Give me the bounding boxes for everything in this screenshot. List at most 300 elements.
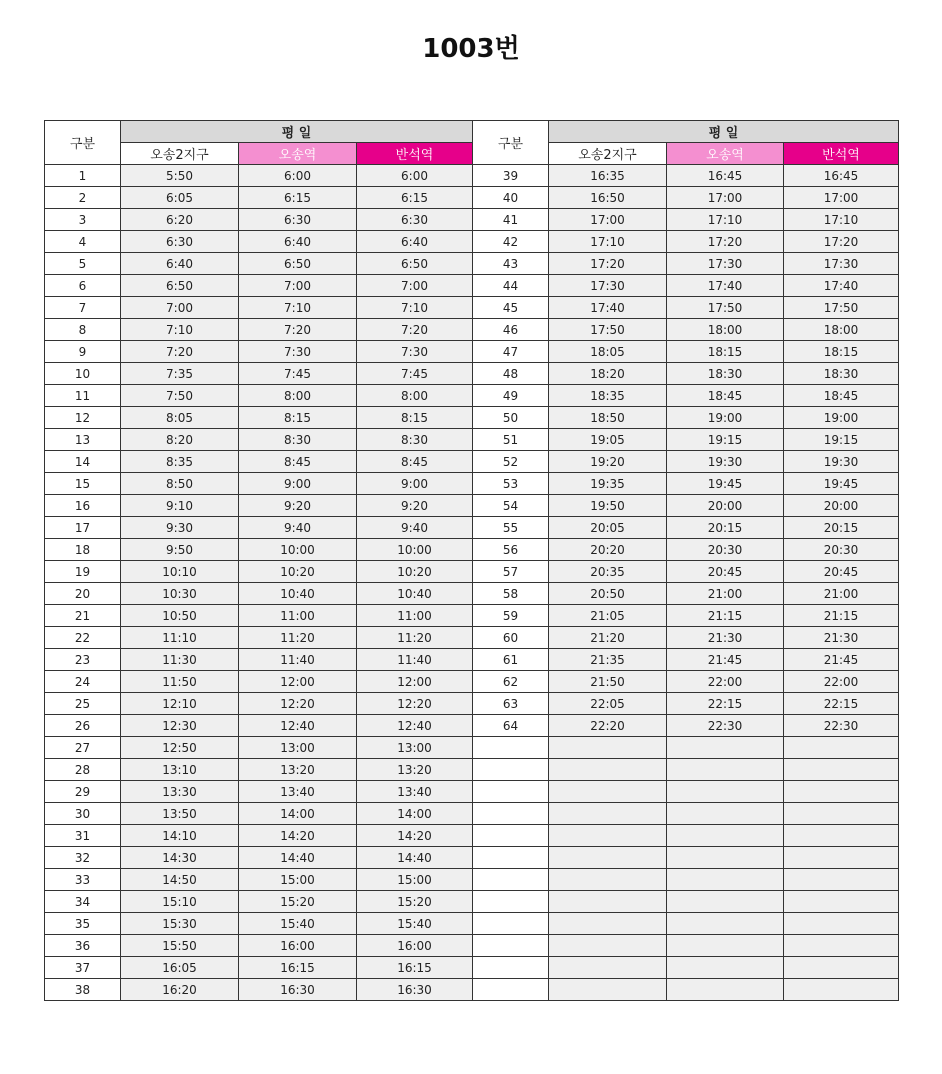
departure-time: 18:45 [784,385,899,407]
table-row [45,209,899,231]
departure-time: 8:30 [239,429,357,451]
empty-cell [667,913,784,935]
departure-time: 8:45 [357,451,473,473]
departure-time: 17:10 [667,209,784,231]
departure-time: 16:45 [784,165,899,187]
departure-time: 16:30 [357,979,473,1001]
departure-time: 9:40 [239,517,357,539]
departure-time: 21:30 [784,627,899,649]
trip-number: 58 [473,583,549,605]
trip-number: 2 [45,187,121,209]
trip-number: 7 [45,297,121,319]
table-row [45,913,899,935]
departure-time: 14:10 [121,825,239,847]
departure-time: 20:45 [784,561,899,583]
departure-time: 13:10 [121,759,239,781]
departure-time: 12:20 [239,693,357,715]
timetable-body [45,165,899,1001]
empty-cell [473,737,549,759]
departure-time: 9:50 [121,539,239,561]
departure-time: 13:30 [121,781,239,803]
trip-number: 14 [45,451,121,473]
trip-number: 27 [45,737,121,759]
trip-number: 23 [45,649,121,671]
departure-time: 8:30 [357,429,473,451]
departure-time: 20:15 [667,517,784,539]
departure-time: 16:50 [549,187,667,209]
departure-time: 13:00 [357,737,473,759]
table-row [45,561,899,583]
header-row-stops [45,143,899,165]
departure-time: 9:20 [239,495,357,517]
departure-time: 21:20 [549,627,667,649]
departure-time: 15:10 [121,891,239,913]
departure-time: 15:40 [239,913,357,935]
departure-time: 6:00 [357,165,473,187]
table-row [45,165,899,187]
departure-time: 16:00 [357,935,473,957]
table-row [45,275,899,297]
departure-time: 14:40 [239,847,357,869]
table-row [45,935,899,957]
departure-time: 19:45 [667,473,784,495]
departure-time: 6:50 [121,275,239,297]
departure-time: 11:30 [121,649,239,671]
empty-cell [667,825,784,847]
departure-time: 8:00 [239,385,357,407]
table-row [45,517,899,539]
departure-time: 18:30 [667,363,784,385]
departure-time: 22:15 [784,693,899,715]
empty-cell [784,935,899,957]
trip-number: 1 [45,165,121,187]
departure-time: 21:45 [667,649,784,671]
empty-cell [784,847,899,869]
departure-time: 17:40 [784,275,899,297]
departure-time: 7:00 [239,275,357,297]
trip-number: 49 [473,385,549,407]
trip-number: 43 [473,253,549,275]
departure-time: 22:15 [667,693,784,715]
left-gubun-header: 구분 [45,121,121,165]
trip-number: 11 [45,385,121,407]
trip-number: 54 [473,495,549,517]
table-row [45,781,899,803]
departure-time: 19:45 [784,473,899,495]
trip-number: 53 [473,473,549,495]
empty-cell [549,891,667,913]
departure-time: 8:20 [121,429,239,451]
right-stop-osong2jigu: 오송2지구 [549,143,667,165]
departure-time: 17:10 [784,209,899,231]
trip-number: 44 [473,275,549,297]
trip-number: 62 [473,671,549,693]
departure-time: 10:50 [121,605,239,627]
empty-cell [784,979,899,1001]
departure-time: 20:45 [667,561,784,583]
empty-cell [473,891,549,913]
empty-cell [549,935,667,957]
trip-number: 45 [473,297,549,319]
departure-time: 17:20 [667,231,784,253]
departure-time: 14:40 [357,847,473,869]
empty-cell [667,891,784,913]
departure-time: 18:05 [549,341,667,363]
table-row [45,847,899,869]
departure-time: 7:10 [357,297,473,319]
empty-cell [549,803,667,825]
departure-time: 16:35 [549,165,667,187]
departure-time: 19:15 [667,429,784,451]
empty-cell [473,759,549,781]
departure-time: 12:20 [357,693,473,715]
table-row [45,451,899,473]
trip-number: 46 [473,319,549,341]
left-weekday-header: 평 일 [121,121,473,143]
table-row [45,649,899,671]
departure-time: 18:35 [549,385,667,407]
departure-time: 8:45 [239,451,357,473]
departure-time: 6:20 [121,209,239,231]
departure-time: 17:40 [667,275,784,297]
departure-time: 22:00 [784,671,899,693]
departure-time: 10:30 [121,583,239,605]
departure-time: 21:30 [667,627,784,649]
departure-time: 7:45 [357,363,473,385]
departure-time: 18:45 [667,385,784,407]
table-row [45,759,899,781]
departure-time: 9:00 [239,473,357,495]
trip-number: 39 [473,165,549,187]
trip-number: 52 [473,451,549,473]
departure-time: 15:30 [121,913,239,935]
departure-time: 13:40 [239,781,357,803]
empty-cell [549,847,667,869]
departure-time: 6:30 [239,209,357,231]
trip-number: 64 [473,715,549,737]
trip-number: 50 [473,407,549,429]
trip-number: 12 [45,407,121,429]
departure-time: 15:50 [121,935,239,957]
table-row [45,869,899,891]
table-row [45,693,899,715]
departure-time: 17:00 [784,187,899,209]
trip-number: 28 [45,759,121,781]
empty-cell [549,869,667,891]
trip-number: 17 [45,517,121,539]
trip-number: 25 [45,693,121,715]
departure-time: 5:50 [121,165,239,187]
empty-cell [549,759,667,781]
departure-time: 22:30 [784,715,899,737]
departure-time: 16:05 [121,957,239,979]
table-row [45,957,899,979]
departure-time: 7:20 [121,341,239,363]
departure-time: 16:00 [239,935,357,957]
empty-cell [784,913,899,935]
trip-number: 48 [473,363,549,385]
departure-time: 13:20 [357,759,473,781]
departure-time: 16:20 [121,979,239,1001]
departure-time: 21:00 [784,583,899,605]
departure-time: 6:15 [239,187,357,209]
left-stop-osong2jigu: 오송2지구 [121,143,239,165]
trip-number: 5 [45,253,121,275]
departure-time: 19:30 [784,451,899,473]
trip-number: 32 [45,847,121,869]
departure-time: 19:50 [549,495,667,517]
departure-time: 16:30 [239,979,357,1001]
departure-time: 7:10 [239,297,357,319]
departure-time: 18:20 [549,363,667,385]
departure-time: 20:05 [549,517,667,539]
departure-time: 14:20 [239,825,357,847]
departure-time: 20:15 [784,517,899,539]
empty-cell [549,913,667,935]
departure-time: 17:50 [549,319,667,341]
departure-time: 13:20 [239,759,357,781]
table-row [45,495,899,517]
table-row [45,253,899,275]
departure-time: 7:30 [357,341,473,363]
departure-time: 9:00 [357,473,473,495]
departure-time: 8:50 [121,473,239,495]
departure-time: 18:15 [667,341,784,363]
departure-time: 6:50 [357,253,473,275]
departure-time: 20:30 [784,539,899,561]
empty-cell [784,891,899,913]
table-row [45,363,899,385]
departure-time: 11:20 [357,627,473,649]
departure-time: 9:10 [121,495,239,517]
right-stop-osong-station: 오송역 [667,143,784,165]
departure-time: 16:15 [239,957,357,979]
departure-time: 10:00 [239,539,357,561]
trip-number: 29 [45,781,121,803]
departure-time: 14:30 [121,847,239,869]
empty-cell [473,825,549,847]
departure-time: 12:00 [357,671,473,693]
departure-time: 17:20 [549,253,667,275]
departure-time: 9:40 [357,517,473,539]
departure-time: 20:30 [667,539,784,561]
departure-time: 11:40 [239,649,357,671]
departure-time: 20:50 [549,583,667,605]
empty-cell [667,869,784,891]
table-row [45,715,899,737]
trip-number: 51 [473,429,549,451]
trip-number: 56 [473,539,549,561]
departure-time: 7:30 [239,341,357,363]
departure-time: 7:45 [239,363,357,385]
trip-number: 36 [45,935,121,957]
departure-time: 22:00 [667,671,784,693]
departure-time: 6:50 [239,253,357,275]
trip-number: 35 [45,913,121,935]
departure-time: 9:20 [357,495,473,517]
empty-cell [667,737,784,759]
table-row [45,627,899,649]
trip-number: 31 [45,825,121,847]
table-row [45,979,899,1001]
trip-number: 6 [45,275,121,297]
empty-cell [473,869,549,891]
departure-time: 17:30 [549,275,667,297]
departure-time: 7:00 [121,297,239,319]
empty-cell [667,781,784,803]
departure-time: 17:40 [549,297,667,319]
trip-number: 16 [45,495,121,517]
trip-number: 13 [45,429,121,451]
departure-time: 8:35 [121,451,239,473]
departure-time: 8:05 [121,407,239,429]
empty-cell [667,957,784,979]
departure-time: 8:15 [357,407,473,429]
departure-time: 19:15 [784,429,899,451]
trip-number: 3 [45,209,121,231]
trip-number: 24 [45,671,121,693]
departure-time: 20:35 [549,561,667,583]
departure-time: 10:20 [239,561,357,583]
empty-cell [784,957,899,979]
trip-number: 19 [45,561,121,583]
trip-number: 8 [45,319,121,341]
departure-time: 17:50 [784,297,899,319]
departure-time: 7:10 [121,319,239,341]
departure-time: 10:10 [121,561,239,583]
departure-time: 19:20 [549,451,667,473]
departure-time: 12:10 [121,693,239,715]
departure-time: 17:50 [667,297,784,319]
trip-number: 60 [473,627,549,649]
page-title: 1003번 [422,34,520,64]
table-row [45,825,899,847]
departure-time: 18:00 [667,319,784,341]
empty-cell [473,979,549,1001]
departure-time: 19:35 [549,473,667,495]
departure-time: 21:15 [784,605,899,627]
departure-time: 12:30 [121,715,239,737]
right-weekday-header: 평 일 [549,121,899,143]
departure-time: 10:40 [357,583,473,605]
trip-number: 10 [45,363,121,385]
departure-time: 14:50 [121,869,239,891]
departure-time: 17:20 [784,231,899,253]
empty-cell [473,803,549,825]
table-row [45,341,899,363]
trip-number: 26 [45,715,121,737]
trip-number: 21 [45,605,121,627]
trip-number: 63 [473,693,549,715]
table-row [45,737,899,759]
departure-time: 6:40 [121,253,239,275]
empty-cell [549,737,667,759]
left-stop-osong-station: 오송역 [239,143,357,165]
table-row [45,473,899,495]
right-gubun-header: 구분 [473,121,549,165]
departure-time: 15:00 [239,869,357,891]
departure-time: 18:50 [549,407,667,429]
table-row [45,429,899,451]
departure-time: 10:00 [357,539,473,561]
trip-number: 15 [45,473,121,495]
table-row [45,231,899,253]
empty-cell [784,803,899,825]
departure-time: 17:00 [667,187,784,209]
departure-time: 21:05 [549,605,667,627]
departure-time: 18:00 [784,319,899,341]
left-stop-banseok-station: 반석역 [357,143,473,165]
departure-time: 6:15 [357,187,473,209]
departure-time: 15:00 [357,869,473,891]
trip-number: 37 [45,957,121,979]
departure-time: 6:40 [239,231,357,253]
departure-time: 17:00 [549,209,667,231]
departure-time: 21:50 [549,671,667,693]
departure-time: 11:50 [121,671,239,693]
departure-time: 13:50 [121,803,239,825]
departure-time: 11:40 [357,649,473,671]
departure-time: 11:10 [121,627,239,649]
departure-time: 12:40 [239,715,357,737]
trip-number: 61 [473,649,549,671]
departure-time: 7:20 [357,319,473,341]
empty-cell [667,935,784,957]
departure-time: 21:00 [667,583,784,605]
departure-time: 19:05 [549,429,667,451]
trip-number: 55 [473,517,549,539]
header-row-group [45,121,899,143]
departure-time: 6:40 [357,231,473,253]
table-row [45,605,899,627]
departure-time: 8:00 [357,385,473,407]
empty-cell [667,759,784,781]
trip-number: 42 [473,231,549,253]
departure-time: 14:00 [357,803,473,825]
departure-time: 10:40 [239,583,357,605]
departure-time: 13:40 [357,781,473,803]
trip-number: 38 [45,979,121,1001]
departure-time: 13:00 [239,737,357,759]
empty-cell [473,913,549,935]
departure-time: 20:00 [667,495,784,517]
trip-number: 30 [45,803,121,825]
departure-time: 19:00 [667,407,784,429]
departure-time: 17:30 [667,253,784,275]
trip-number: 9 [45,341,121,363]
trip-number: 41 [473,209,549,231]
departure-time: 11:20 [239,627,357,649]
table-row [45,891,899,913]
trip-number: 18 [45,539,121,561]
departure-time: 18:15 [784,341,899,363]
empty-cell [473,781,549,803]
departure-time: 7:50 [121,385,239,407]
trip-number: 34 [45,891,121,913]
departure-time: 22:20 [549,715,667,737]
table-row [45,583,899,605]
table-row [45,803,899,825]
departure-time: 20:00 [784,495,899,517]
departure-time: 6:30 [121,231,239,253]
trip-number: 22 [45,627,121,649]
departure-time: 6:00 [239,165,357,187]
departure-time: 12:40 [357,715,473,737]
departure-time: 19:30 [667,451,784,473]
empty-cell [667,979,784,1001]
departure-time: 22:05 [549,693,667,715]
trip-number: 59 [473,605,549,627]
